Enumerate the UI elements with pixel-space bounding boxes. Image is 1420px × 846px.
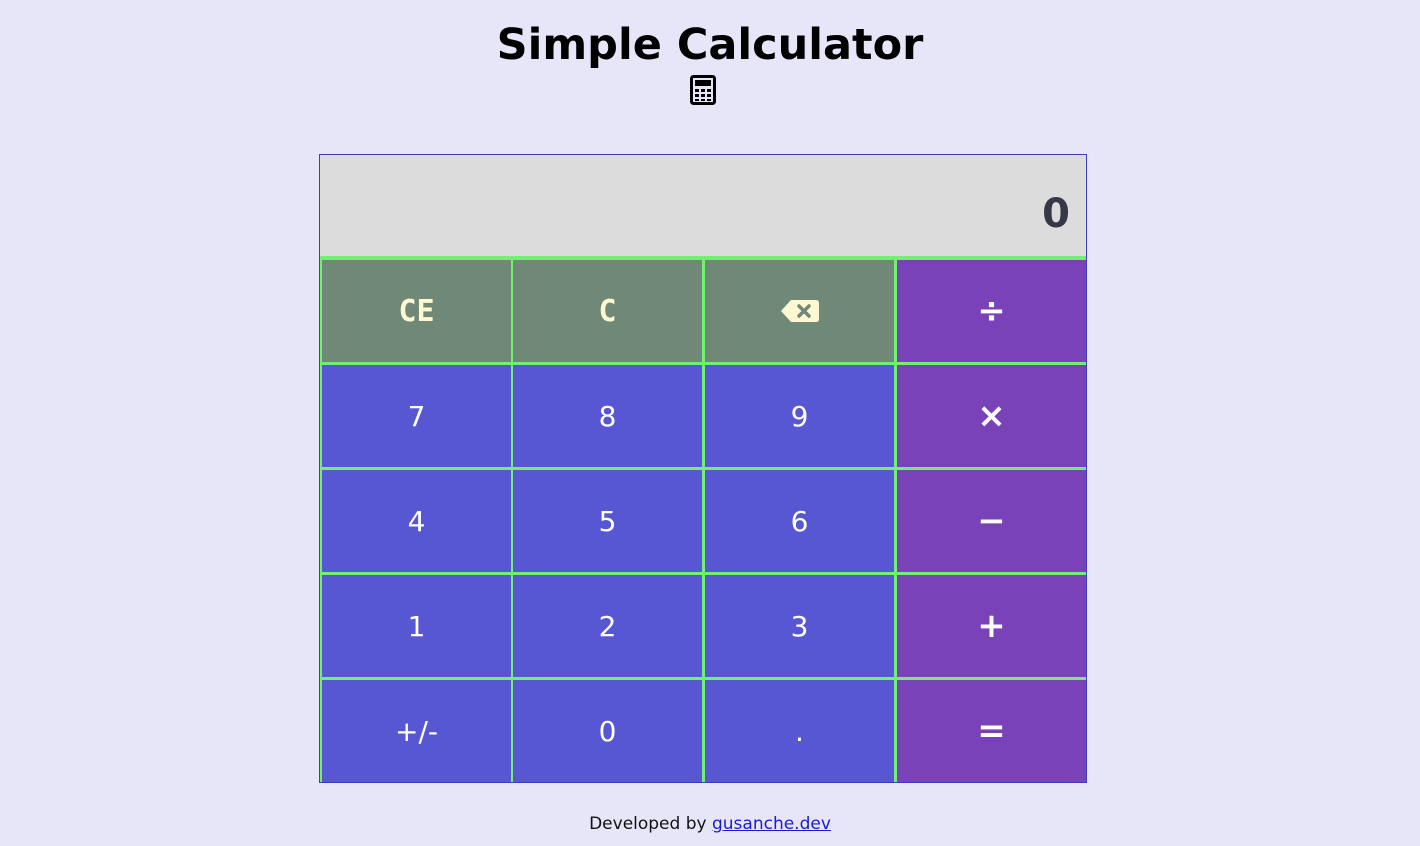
digit-7-button[interactable]: 7 — [322, 365, 511, 467]
equals-button[interactable]: = — [897, 680, 1086, 782]
negate-button[interactable]: +/- — [322, 680, 511, 782]
digit-3-button[interactable]: 3 — [705, 575, 894, 677]
digit-6-button[interactable]: 6 — [705, 470, 894, 572]
digit-8-button[interactable]: 8 — [513, 365, 702, 467]
calculator — [319, 154, 1087, 783]
developer-link[interactable]: gusanche.dev — [711, 814, 831, 834]
display-value: 0 — [320, 155, 1086, 256]
multiply-button[interactable]: × — [897, 365, 1086, 467]
digit-2-button[interactable]: 2 — [513, 575, 702, 677]
footer — [0, 812, 1420, 836]
backspace-button[interactable] — [705, 260, 894, 362]
divide-button[interactable]: ÷ — [897, 260, 1086, 362]
decimal-button[interactable]: . — [705, 680, 894, 782]
digit-0-button[interactable]: 0 — [513, 680, 702, 782]
keypad — [320, 258, 1086, 782]
page-title: Simple Calculator — [496, 20, 924, 70]
clear-entry-button[interactable]: CE — [322, 260, 511, 362]
digit-9-button[interactable]: 9 — [705, 365, 894, 467]
footer-prefix: Developed by — [589, 814, 707, 834]
calculator-icon — [690, 75, 716, 105]
digit-1-button[interactable]: 1 — [322, 575, 511, 677]
subtract-button[interactable]: − — [897, 470, 1086, 572]
digit-5-button[interactable]: 5 — [513, 470, 702, 572]
backspace-icon — [780, 299, 820, 323]
add-button[interactable]: + — [897, 575, 1086, 677]
clear-button[interactable]: C — [513, 260, 702, 362]
digit-4-button[interactable]: 4 — [322, 470, 511, 572]
